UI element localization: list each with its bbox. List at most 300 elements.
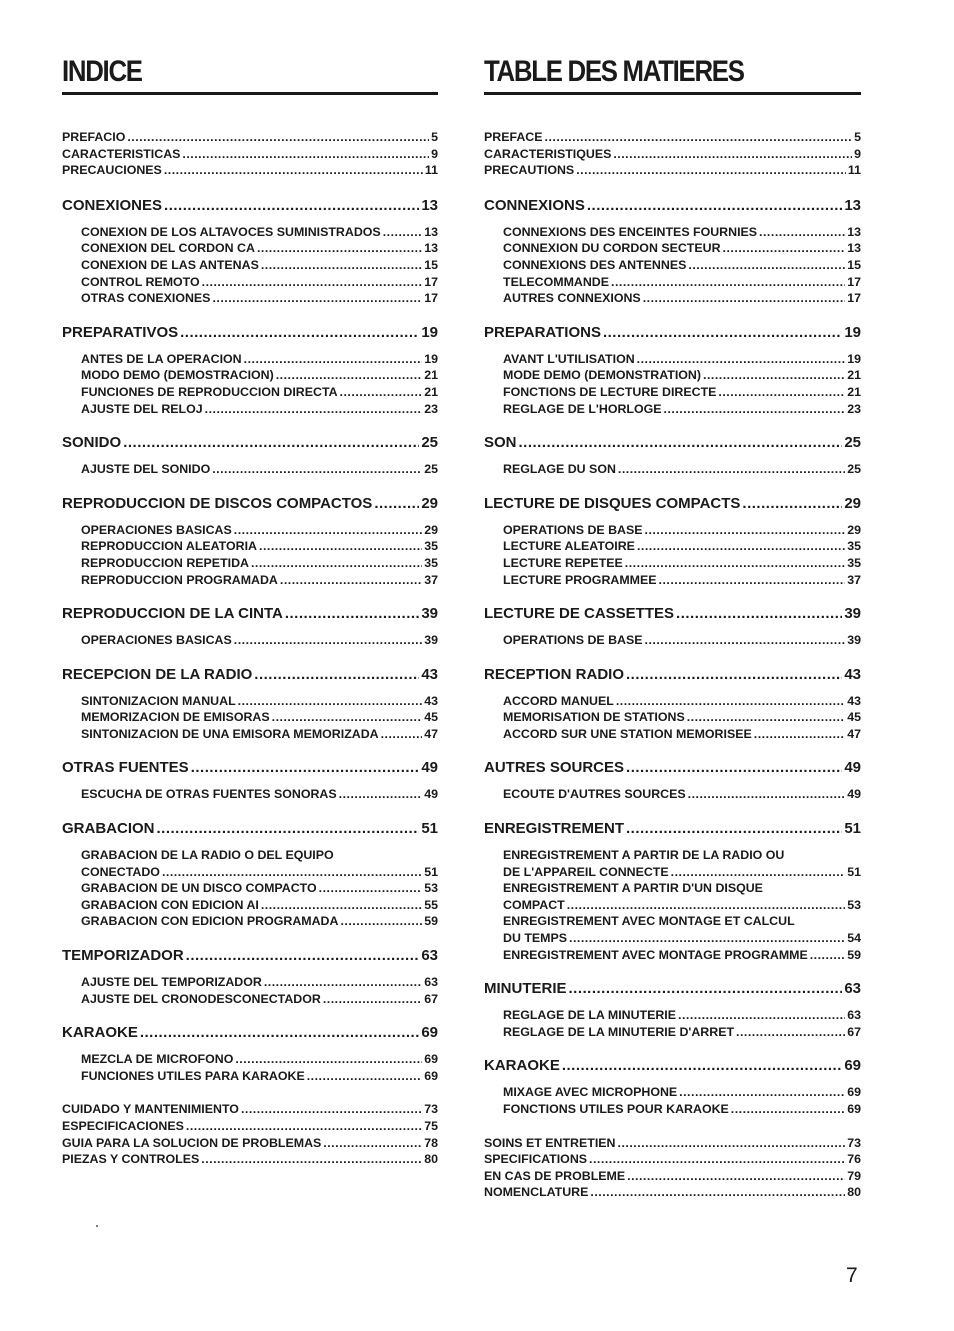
dot-leader (191, 759, 420, 777)
entry-page: 39 (424, 633, 438, 648)
toc-entry (81, 538, 438, 555)
entry-page: 23 (847, 401, 861, 416)
entry-page: 29 (421, 494, 438, 512)
dot-leader (643, 290, 846, 307)
toc-section-title (62, 197, 438, 215)
toc-section-title (62, 759, 438, 777)
entry-title: PRECAUCIONES (62, 163, 162, 178)
toc-entry (503, 1101, 861, 1118)
toc-section-title (62, 666, 438, 684)
entry-page: 43 (847, 693, 861, 708)
toc-column-spanish (62, 55, 438, 1168)
dot-leader (164, 162, 423, 179)
entry-title: RECEPCION DE LA RADIO (62, 665, 253, 683)
dot-leader (340, 913, 422, 930)
toc-entry (503, 947, 861, 964)
entry-title: CARACTERISTICAS (62, 146, 181, 161)
dot-leader (736, 1024, 845, 1041)
dot-leader (679, 1084, 845, 1101)
entry-title: CONEXION DE LOS ALTAVOCES SUMINISTRADOS (81, 224, 381, 239)
entry-page: 15 (847, 257, 861, 272)
toc-entry (503, 864, 861, 881)
dot-leader (567, 897, 845, 914)
entry-title: PIEZAS Y CONTROLES (62, 1152, 200, 1167)
entry-title: GUIA PARA LA SOLUCION DE PROBLEMAS (62, 1135, 322, 1150)
toc-section-title (62, 324, 438, 342)
toc-section (62, 666, 438, 743)
dot-leader (703, 367, 845, 384)
entry-title: GRABACION CON EDICION PROGRAMADA (81, 914, 339, 929)
toc-section (62, 605, 438, 649)
toc-section (484, 605, 861, 649)
entry-title: DU TEMPS (503, 931, 568, 946)
toc-entry (62, 162, 438, 179)
toc-entry (484, 1151, 861, 1168)
entry-title: REPRODUCCION ALEATORIA (81, 539, 257, 554)
entry-title: REPRODUCCION DE DISCOS COMPACTOS (62, 494, 373, 512)
entry-title: CARACTERISTIQUES (484, 146, 612, 161)
toc-section (62, 759, 438, 803)
entry-page: 39 (421, 605, 438, 623)
entry-page: 9 (431, 146, 438, 161)
entry-page: 59 (847, 947, 861, 962)
entry-page: 5 (854, 130, 861, 144)
entry-page: 51 (844, 820, 861, 838)
toc-section-title (62, 1024, 438, 1042)
entry-page: 45 (847, 710, 861, 725)
entry-page: 11 (847, 163, 861, 178)
entry-title: FONCTIONS DE LECTURE DIRECTE (503, 384, 717, 399)
toc-entry (62, 1151, 438, 1168)
entry-title: LECTURE PROGRAMMEE (503, 572, 657, 587)
dot-leader (182, 146, 429, 163)
toc-section (484, 666, 861, 743)
entry-title: CONEXIONES (62, 196, 163, 214)
dot-leader (244, 351, 423, 368)
toc-section (484, 1057, 861, 1117)
dot-leader (201, 1151, 422, 1168)
entry-title: AJUSTE DEL CRONODESCONECTADOR (81, 991, 321, 1006)
dot-leader (140, 1024, 419, 1042)
dot-leader (664, 401, 846, 418)
dot-leader (307, 1068, 422, 1085)
toc-entry (81, 461, 438, 478)
toc-entry (503, 726, 861, 743)
dot-leader (164, 197, 419, 215)
dot-leader (587, 197, 842, 215)
entry-page: 19 (424, 351, 438, 366)
dot-leader (637, 538, 845, 555)
entry-title: LECTURE ALEATOIRE (503, 539, 635, 554)
dot-leader (754, 726, 845, 743)
entry-page: 51 (421, 820, 438, 838)
entry-title: PRECAUTIONS (484, 163, 575, 178)
entry-title: PREPARATIONS (484, 323, 601, 341)
entry-page: 79 (847, 1168, 861, 1183)
toc-section-title (484, 495, 861, 513)
toc-entry (81, 693, 438, 710)
dot-leader (562, 1057, 842, 1075)
toc-section-title (62, 495, 438, 513)
toc-entry (81, 632, 438, 649)
toc-entry (503, 555, 861, 572)
entry-page: 73 (847, 1135, 861, 1150)
entry-title: LECTURE DE DISQUES COMPACTS (484, 494, 741, 512)
dot-leader (241, 1101, 422, 1118)
toc-entry (484, 162, 861, 179)
entry-page: 25 (844, 434, 861, 452)
entry-page: 49 (421, 759, 438, 777)
toc-entry (62, 1118, 438, 1135)
entry-page: 49 (424, 787, 438, 802)
entry-page: 67 (847, 1024, 861, 1039)
dot-leader (718, 384, 845, 401)
entry-page: 73 (424, 1102, 438, 1117)
entry-page: 19 (421, 323, 438, 341)
entry-page: 35 (424, 539, 438, 554)
entry-title: SPECIFICATIONS (484, 1152, 588, 1167)
entry-title: FONCTIONS UTILES POUR KARAOKE (503, 1102, 729, 1116)
dot-leader (261, 897, 422, 914)
entry-page: 13 (844, 196, 861, 214)
toc-entry (503, 240, 861, 257)
dot-leader (264, 974, 422, 991)
dot-leader (285, 605, 419, 623)
toc-bottom-group (484, 1135, 861, 1201)
toc-sections (484, 197, 861, 1118)
dot-leader (671, 864, 846, 881)
entry-title: CUIDADO Y MANTENIMIENTO (62, 1102, 239, 1117)
entry-page: 21 (424, 384, 438, 399)
dot-leader (678, 1007, 845, 1024)
dot-leader (259, 538, 422, 555)
toc-heading: INDICE (62, 55, 142, 88)
heading-rule (484, 92, 861, 95)
entry-page: 19 (844, 323, 861, 341)
toc-section-title (484, 759, 861, 777)
entry-title: AVANT L'UTILISATION (503, 351, 635, 366)
toc-entry (81, 257, 438, 274)
scan-speck (96, 1225, 98, 1227)
entry-title: ANTES DE LA OPERACION (81, 351, 242, 366)
page-number: 7 (846, 1264, 858, 1287)
dot-leader (205, 401, 423, 418)
entry-page: 21 (847, 384, 861, 399)
dot-leader (272, 709, 423, 726)
entry-title: ECOUTE D'AUTRES SOURCES (503, 787, 686, 802)
entry-page: 54 (847, 931, 861, 946)
toc-entry (503, 572, 861, 589)
entry-page: 13 (424, 224, 438, 239)
entry-title: GRABACION CON EDICION AI (81, 897, 259, 912)
entry-title: KARAOKE (484, 1057, 560, 1075)
toc-entry (81, 351, 438, 368)
toc-entry (81, 726, 438, 743)
entry-title: EN CAS DE PROBLEME (484, 1168, 626, 1183)
toc-section-title (484, 605, 861, 623)
entry-title: REGLAGE DU SON (503, 462, 616, 477)
entry-page: 9 (854, 146, 861, 161)
dot-leader (383, 224, 423, 241)
entry-page: 47 (847, 726, 861, 741)
dot-leader (731, 1101, 845, 1118)
entry-title: MODO DEMO (DEMOSTRACION) (81, 368, 274, 383)
toc-bottom-group (62, 1101, 438, 1167)
toc-entry (503, 290, 861, 307)
entry-page: 45 (424, 710, 438, 725)
toc-section-title (484, 197, 861, 215)
entry-page: 25 (847, 462, 861, 477)
dot-leader (162, 864, 422, 881)
entry-page: 53 (424, 881, 438, 896)
dot-leader (276, 367, 422, 384)
entry-page: 35 (424, 555, 438, 570)
entry-title: ESCUCHA DE OTRAS FUENTES SONORAS (81, 787, 337, 802)
entry-page: 63 (421, 947, 438, 965)
entry-page: 51 (424, 864, 438, 879)
dot-leader (254, 666, 419, 684)
toc-entry (81, 974, 438, 991)
dot-leader (569, 980, 843, 998)
entry-page: 43 (424, 693, 438, 708)
entry-title: DE L'APPAREIL CONNECTE (503, 864, 669, 879)
toc-entry (81, 897, 438, 914)
dot-leader (723, 240, 846, 257)
entry-page: 29 (424, 522, 438, 537)
toc-entry (62, 1101, 438, 1118)
toc-section-title (484, 820, 861, 838)
entry-title: CONEXION DE LAS ANTENAS (81, 257, 259, 272)
toc-entry (81, 1051, 438, 1068)
dot-leader (257, 240, 422, 257)
toc-entry (81, 240, 438, 257)
dot-leader (659, 572, 846, 589)
dot-leader (261, 257, 422, 274)
entry-title: OPERATIONS DE BASE (503, 633, 643, 648)
entry-page: 80 (847, 1185, 861, 1200)
dot-leader (645, 522, 846, 539)
toc-column-french (484, 55, 861, 1201)
dot-leader (212, 290, 422, 307)
entry-page: 17 (424, 274, 438, 289)
entry-page: 53 (847, 897, 861, 912)
dot-leader (618, 461, 845, 478)
dot-leader (323, 1135, 422, 1152)
toc-section (62, 947, 438, 1007)
toc-section (62, 197, 438, 307)
dot-leader (611, 274, 845, 291)
entry-page: 78 (424, 1135, 438, 1150)
entry-page: 17 (847, 274, 861, 289)
toc-entry (503, 786, 861, 803)
dot-leader (235, 1051, 422, 1068)
entry-page: 25 (424, 462, 438, 477)
entry-page: 19 (847, 351, 861, 366)
dot-leader (687, 709, 845, 726)
toc-entry (81, 786, 438, 803)
entry-title: ENREGISTREMENT (484, 820, 625, 838)
toc-section-title (484, 980, 861, 998)
entry-page: 29 (844, 494, 861, 512)
entry-page: 69 (847, 1085, 861, 1100)
toc-entry (503, 930, 861, 947)
dot-leader (519, 434, 843, 452)
entry-page: 69 (421, 1024, 438, 1042)
toc-section-title (62, 605, 438, 623)
toc-entry (81, 864, 438, 881)
toc-section (484, 980, 861, 1040)
entry-title: PREPARATIVOS (62, 323, 179, 341)
toc-entry (81, 1068, 438, 1085)
entry-title: CONTROL REMOTO (81, 274, 200, 289)
entry-page: 25 (421, 434, 438, 452)
toc-section-title (484, 434, 861, 452)
entry-title: AJUSTE DEL RELOJ (81, 401, 203, 416)
entry-title: FUNCIONES DE REPRODUCCION DIRECTA (81, 384, 338, 399)
dot-leader (374, 495, 419, 513)
toc-entry (503, 274, 861, 291)
dot-leader (202, 274, 423, 291)
entry-page: 39 (844, 605, 861, 623)
entry-title: MEZCLA DE MICROFONO (81, 1052, 234, 1067)
entry-page: 43 (421, 665, 438, 683)
entry-page: 35 (847, 555, 861, 570)
entry-title: GRABACION (62, 820, 155, 838)
entry-title: ENREGISTREMENT A PARTIR D'UN DISQUE (503, 881, 763, 896)
dot-leader (251, 555, 422, 572)
dot-leader (676, 605, 842, 623)
entry-title: SONIDO (62, 434, 122, 452)
toc-entry (81, 880, 438, 897)
toc-entry (503, 1007, 861, 1024)
entry-page: 37 (424, 572, 438, 587)
entry-page: 69 (424, 1052, 438, 1067)
entry-page: 63 (424, 975, 438, 990)
dot-leader (212, 461, 422, 478)
toc-entry (62, 146, 438, 163)
dot-leader (810, 947, 845, 964)
toc-entry (503, 693, 861, 710)
heading-rule (62, 92, 438, 95)
entry-title: TEMPORIZADOR (62, 947, 184, 965)
toc-entry (81, 401, 438, 418)
toc-entry (503, 367, 861, 384)
dot-leader (238, 693, 423, 710)
entry-title: ESPECIFICACIONES (62, 1119, 184, 1133)
entry-page: 63 (847, 1008, 861, 1023)
entry-title: RECEPTION RADIO (484, 665, 625, 683)
entry-title: SON (484, 434, 517, 452)
entry-page: 29 (847, 522, 861, 537)
toc-entry (484, 1184, 861, 1201)
dot-leader (186, 1118, 422, 1135)
toc-entry (484, 129, 861, 146)
entry-title: FUNCIONES UTILES PARA KARAOKE (81, 1068, 305, 1083)
dot-leader (545, 129, 853, 146)
toc-entry (81, 913, 438, 930)
dot-leader (340, 384, 423, 401)
entry-title: OTRAS CONEXIONES (81, 291, 211, 306)
entry-title: ACCORD MANUEL (503, 693, 614, 708)
entry-page: 67 (424, 991, 438, 1006)
toc-sections (62, 197, 438, 1085)
entry-title: CONNEXIONS DES ENCEINTES FOURNIES (503, 224, 758, 239)
toc-section (484, 434, 861, 478)
entry-title: AUTRES SOURCES (484, 759, 625, 777)
dot-leader (339, 786, 423, 803)
dot-leader (613, 146, 852, 163)
toc-section-title (484, 1057, 861, 1075)
toc-section (484, 759, 861, 803)
entry-page: 69 (844, 1057, 861, 1075)
toc-entry (503, 384, 861, 401)
dot-leader (618, 1135, 846, 1152)
entry-title: SOINS ET ENTRETIEN (484, 1135, 616, 1150)
entry-page: 13 (847, 241, 861, 256)
dot-leader (123, 434, 419, 452)
toc-entry (503, 461, 861, 478)
toc-entry (503, 632, 861, 649)
dot-leader (688, 257, 845, 274)
toc-entry (81, 224, 438, 241)
entry-title: CONECTADO (81, 864, 160, 879)
toc-entry (81, 991, 438, 1008)
dot-leader (280, 572, 422, 589)
entry-title: LECTURE DE CASSETTES (484, 605, 675, 623)
toc-entry (484, 1168, 861, 1185)
entry-title: PREFACIO (62, 130, 126, 144)
entry-page: 75 (424, 1119, 438, 1133)
toc-top-group (62, 129, 438, 179)
entry-title: KARAOKE (62, 1024, 138, 1042)
dot-leader (616, 693, 845, 710)
entry-title: ACCORD SUR UNE STATION MEMORISEE (503, 726, 752, 741)
entry-page: 49 (847, 787, 861, 802)
entry-title: TELECOMMANDE (503, 274, 610, 289)
entry-title: CONNEXIONS DES ANTENNES (503, 257, 687, 272)
toc-entry (81, 709, 438, 726)
entry-page: 35 (847, 539, 861, 554)
dot-leader (127, 129, 429, 146)
entry-page: 13 (847, 224, 861, 239)
entry-page: 47 (424, 726, 438, 741)
entry-page: 21 (847, 368, 861, 383)
entry-title: MEMORISATION DE STATIONS (503, 710, 685, 725)
entry-page: 17 (847, 291, 861, 306)
dot-leader (180, 324, 419, 342)
dot-leader (157, 820, 420, 838)
toc-entry (62, 1135, 438, 1152)
toc-entry (503, 897, 861, 914)
toc-section (62, 495, 438, 588)
dot-leader (627, 1168, 845, 1185)
entry-title: MIXAGE AVEC MICROPHONE (503, 1085, 678, 1100)
entry-title: ENREGISTREMENT AVEC MONTAGE PROGRAMME (503, 947, 808, 962)
entry-title: OTRAS FUENTES (62, 759, 189, 777)
dot-leader (186, 947, 420, 965)
dot-leader (381, 726, 423, 743)
toc-section-title (62, 820, 438, 838)
dot-leader (626, 666, 842, 684)
dot-leader (569, 930, 845, 947)
toc-section (484, 324, 861, 417)
toc-section-title (484, 324, 861, 342)
dot-leader (589, 1151, 845, 1168)
dot-leader (645, 632, 846, 649)
entry-title: GRABACION DE LA RADIO O DEL EQUIPO (81, 848, 334, 863)
entry-page: 55 (424, 897, 438, 912)
toc-top-group (484, 129, 861, 179)
